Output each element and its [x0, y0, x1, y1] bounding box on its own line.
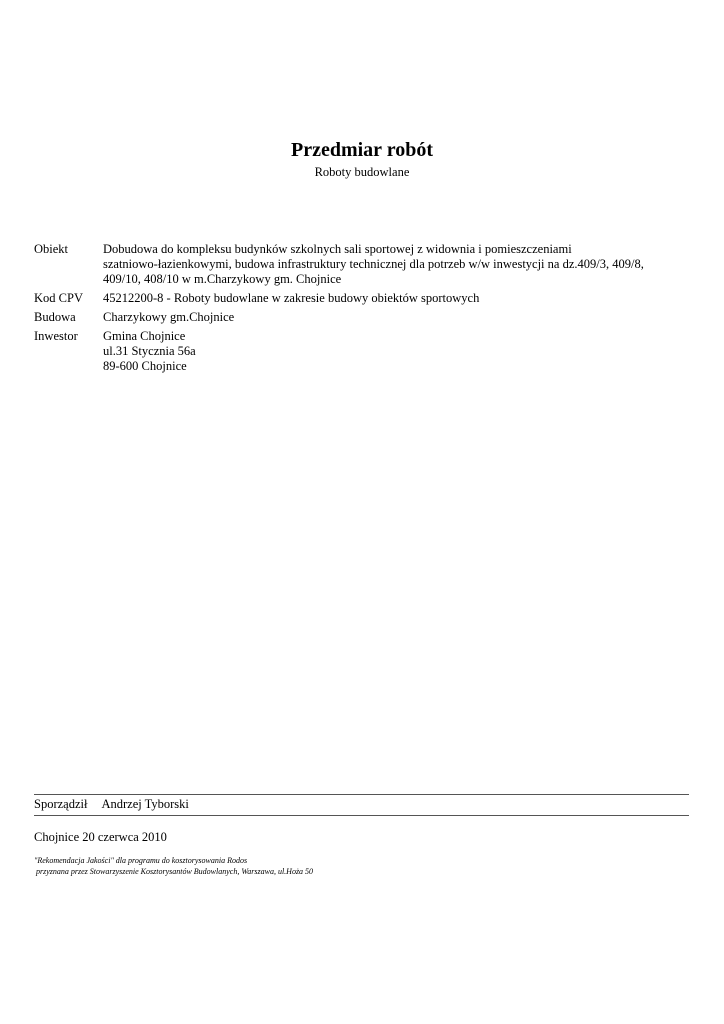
info-value-kod-cpv: 45212200-8 - Roboty budowlane w zakresie budowy obiektów sportowych: [103, 291, 480, 305]
info-value-obiekt: [103, 242, 694, 287]
info-row-budowa: [34, 310, 694, 325]
quality-note-line: "Rekomendacja Jakości" dla programu do kosztorysowania Rodos: [34, 856, 248, 865]
author-bottom-divider: [34, 815, 689, 816]
info-label-obiekt: Obiekt: [34, 242, 69, 256]
quality-note: [34, 856, 313, 877]
document-date: Chojnice 20 czerwca 2010: [34, 830, 167, 844]
inwestor-line: Gmina Chojnice: [103, 329, 186, 343]
quality-note-line: przyznana przez Stowarzyszenie Kosztorysantów Budowlanych, Warszawa, ul.Hoża 50: [34, 866, 314, 876]
author-name: Andrzej Tyborski: [101, 797, 189, 811]
document-title: Przedmiar robót: [290, 139, 433, 161]
info-value-inwestor: [103, 329, 694, 374]
inwestor-line: ul.31 Stycznia 56a: [103, 344, 196, 358]
info-value-budowa: Charzykowy gm.Chojnice: [103, 310, 235, 324]
info-row-obiekt: [34, 242, 694, 287]
inwestor-line: 89-600 Chojnice: [103, 359, 187, 373]
obiekt-line: szatniowo-łazienkowymi, budowa infrastruktury technicznej dla potrzeb w/w inwestycji na dz.409/3, 409/8,: [103, 257, 644, 271]
author-top-divider: [34, 794, 689, 795]
info-row-inwestor: [34, 329, 694, 374]
author-label: Sporządził: [34, 797, 88, 811]
document-subtitle: Roboty budowlane: [314, 165, 410, 179]
info-label-budowa: Budowa: [34, 310, 76, 324]
obiekt-line: 409/10, 408/10 w m.Charzykowy gm. Chojnice: [103, 272, 342, 286]
author-block: [34, 797, 189, 812]
info-row-kod-cpv: [34, 291, 694, 306]
info-label-inwestor: Inwestor: [34, 329, 78, 343]
info-label-kod-cpv: Kod CPV: [34, 291, 83, 305]
project-info: [34, 242, 694, 378]
obiekt-line: Dobudowa do kompleksu budynków szkolnych sali sportowej z widownia i pomieszczeniami: [103, 242, 572, 256]
